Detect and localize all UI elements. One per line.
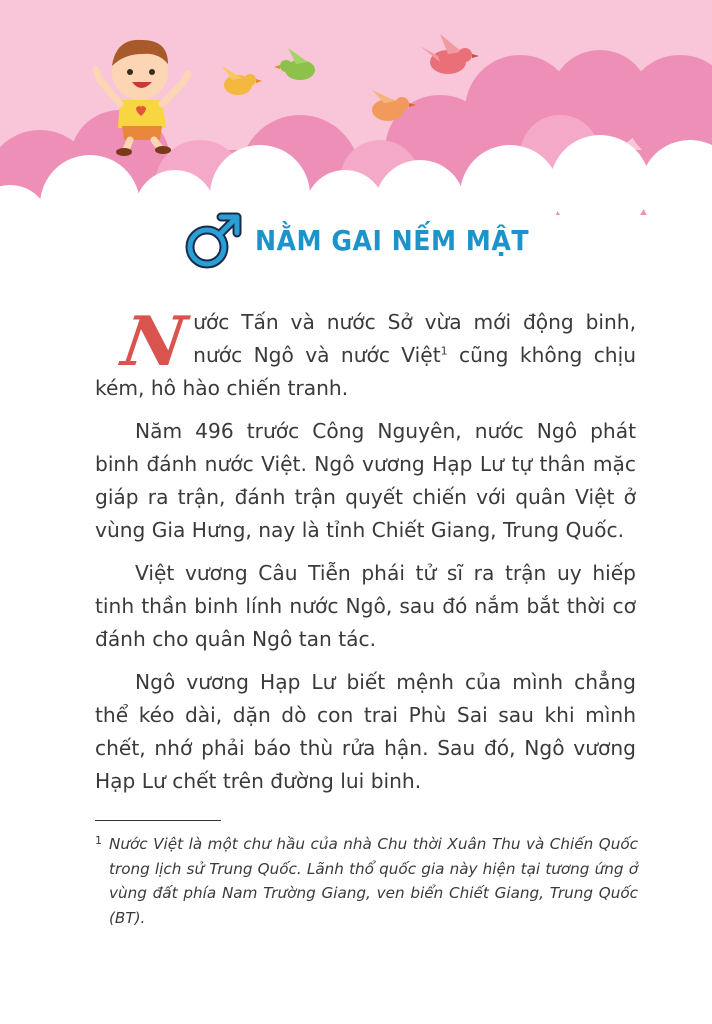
footnote-reference[interactable]: 1 <box>440 344 448 358</box>
header-illustration <box>0 0 712 230</box>
body-text <box>95 302 636 808</box>
paragraph-4: Ngô vương Hạp Lư biết mệnh của mình chẳng thể kéo dài, dặn dò con trai Phù Sai sau khi mình chết, nhớ phải báo thù rửa hận. Sau đó, Ngô vương Hạp Lư chết trên đường lui binh. <box>95 670 636 793</box>
paragraph-1-text-b: cũng không chịu kém, hô hào chiến tranh. <box>95 343 636 400</box>
footnote-divider <box>95 820 221 821</box>
paragraph-3: Việt vương Câu Tiễn phái tử sĩ ra trận uy hiếp tinh thần binh lính nước Ngô, sau đó nắm bắt thời cơ đánh cho quân Ngô tan tác. <box>95 561 636 651</box>
chapter-title: NẰM GAI NẾM MẬT <box>254 223 530 257</box>
footnote-mark: 1 <box>95 834 102 847</box>
footnote <box>95 832 638 930</box>
paragraph-1-text-a: ước Tấn và nước Sở vừa mới động binh, nước Ngô và nước Việt <box>193 310 636 367</box>
paragraph-2: Năm 496 trước Công Nguyên, nước Ngô phát binh đánh nước Việt. Ngô vương Hạp Lư tự thân mặc giáp ra trận, đánh trận quyết chiến với quân Việt ở vùng Gia Hưng, nay là tỉnh Chiết Giang, Trung Quốc. <box>95 419 636 542</box>
chapter-title-row <box>0 210 712 270</box>
drop-cap: N <box>117 302 191 382</box>
male-symbol-icon <box>183 209 245 271</box>
paragraph-1 <box>95 302 636 405</box>
footnote-text: Nước Việt là một chư hầu của nhà Chu thời Xuân Thu và Chiến Quốc trong lịch sử Trung Quốc. Lãnh thổ quốc gia này hiện tại tương ứng ở vùng đất phía Nam Trường Giang, ven biển Chiết Giang, Trung Quốc (BT). <box>109 835 638 927</box>
